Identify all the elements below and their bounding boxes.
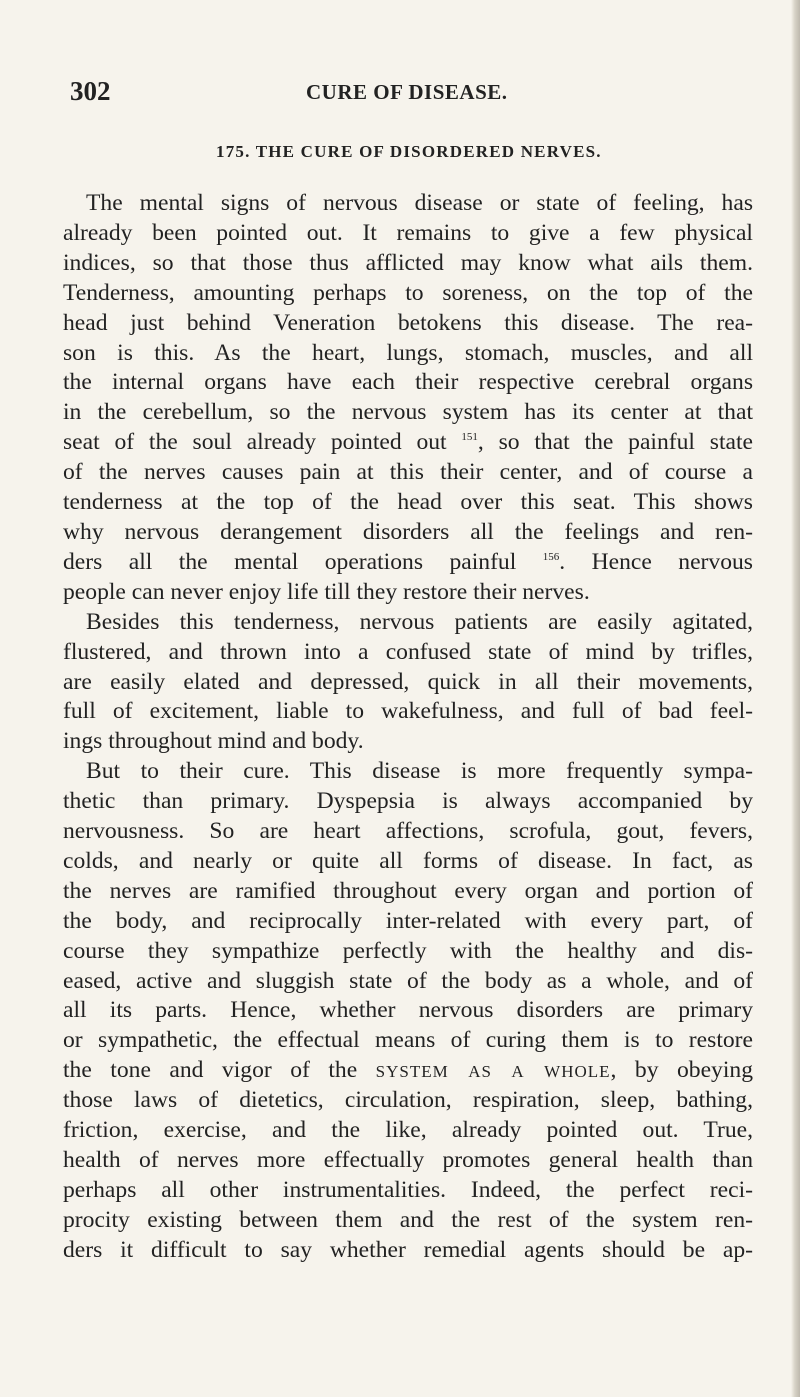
line-text: are easily elated and depressed, quick in all their movements, bbox=[63, 668, 753, 695]
text-line bbox=[63, 1146, 753, 1176]
line-text: Tenderness, amounting perhaps to soreness, on the top of the bbox=[63, 279, 753, 306]
line-text: course they sympathize perfectly with the healthy and dis- bbox=[63, 937, 753, 964]
section-title: 175. THE CURE OF DISORDERED NERVES. bbox=[216, 142, 602, 161]
line-text: of the nerves causes pain at this their center, and of course a bbox=[63, 459, 753, 486]
line-text: eased, active and sluggish state of the body as a whole, and of bbox=[63, 967, 753, 994]
line-text: the tone and vigor of the bbox=[63, 1057, 376, 1084]
line-text: colds, and nearly or quite all forms of disease. In fact, as bbox=[63, 847, 753, 874]
reference-superscript: 151 bbox=[461, 431, 478, 444]
text-line bbox=[63, 668, 753, 698]
text-line bbox=[63, 697, 753, 727]
line-text: ders all the mental operations painful bbox=[63, 548, 543, 575]
running-title: CURE OF DISEASE. bbox=[306, 80, 508, 104]
line-text: But to their cure. This disease is more frequently sympa- bbox=[86, 758, 753, 785]
text-line bbox=[63, 1176, 753, 1206]
line-text: all its parts. Hence, whether nervous disorders are primary bbox=[63, 997, 753, 1024]
line-text: son is this. As the heart, lungs, stomach, muscles, and all bbox=[63, 339, 753, 366]
page-edge bbox=[791, 0, 800, 1397]
text-line bbox=[63, 1086, 753, 1116]
line-text: perhaps all other instrumentalities. Indeed, the perfect reci- bbox=[63, 1176, 753, 1203]
line-text: full of excitement, liable to wakefulness, and full of bad feel- bbox=[63, 698, 753, 725]
line-text: indices, so that those thus afflicted may know what ails them. bbox=[63, 249, 753, 276]
text-line bbox=[63, 398, 753, 428]
line-text: The mental signs of nervous disease or state of feeling, has bbox=[86, 190, 753, 216]
line-text: ings throughout mind and body. bbox=[63, 728, 364, 755]
line-text: in the cerebellum, so the nervous system has its center at that bbox=[63, 399, 753, 426]
text-line bbox=[63, 518, 753, 548]
text-line bbox=[63, 937, 753, 967]
page-number: 302 bbox=[70, 76, 111, 106]
text-line bbox=[63, 817, 753, 847]
text-line bbox=[63, 907, 753, 937]
line-text: . Hence nervous bbox=[559, 548, 753, 575]
text-line bbox=[63, 578, 753, 608]
text-line bbox=[63, 368, 753, 398]
line-text: , so that the painful state bbox=[477, 429, 754, 456]
line-text: friction, exercise, and the like, already pointed out. True, bbox=[63, 1117, 753, 1144]
text-line bbox=[63, 1206, 753, 1236]
text-line bbox=[63, 757, 753, 787]
text-line bbox=[63, 1236, 753, 1266]
text-line bbox=[63, 189, 753, 219]
line-text: thetic than primary. Dyspepsia is always accompanied by bbox=[63, 788, 753, 815]
line-text: already been pointed out. It remains to give a few physical bbox=[63, 219, 753, 246]
text-line bbox=[63, 996, 753, 1026]
line-text: procity existing between them and the rest of the system ren- bbox=[63, 1206, 753, 1233]
text-line bbox=[63, 1026, 753, 1056]
reference-superscript: 156 bbox=[542, 550, 560, 563]
text-line bbox=[63, 548, 753, 578]
text-line bbox=[63, 847, 753, 877]
text-line bbox=[63, 967, 753, 997]
line-text: or sympathetic, the effectual means of curing them is to restore bbox=[63, 1027, 753, 1054]
line-text: why nervous derangement disorders all the feelings and ren- bbox=[63, 518, 753, 545]
text-line bbox=[63, 279, 753, 309]
line-text: those laws of dietetics, circulation, respiration, sleep, bathing, bbox=[63, 1087, 753, 1114]
page-header bbox=[70, 76, 730, 106]
text-line bbox=[63, 428, 753, 458]
line-text: the internal organs have each their respective cerebral organs bbox=[63, 369, 753, 396]
line-text: seat of the soul already pointed out bbox=[63, 429, 462, 456]
text-line bbox=[63, 638, 753, 668]
text-line bbox=[63, 488, 753, 518]
line-text: flustered, and thrown into a confused state of mind by trifles, bbox=[63, 638, 753, 665]
body-text bbox=[63, 189, 753, 1266]
line-text: the body, and reciprocally inter-related with every part, of bbox=[63, 907, 753, 934]
text-line bbox=[63, 249, 753, 279]
line-text: ders it difficult to say whether remedial agents should be ap- bbox=[63, 1236, 753, 1263]
line-text: , by obeying bbox=[610, 1057, 753, 1084]
text-line bbox=[63, 877, 753, 907]
text-line bbox=[63, 1056, 753, 1086]
text-line bbox=[63, 219, 753, 249]
text-line bbox=[63, 1116, 753, 1146]
text-line bbox=[63, 458, 753, 488]
line-text: head just behind Veneration betokens this disease. The rea- bbox=[63, 309, 753, 336]
line-text: tenderness at the top of the head over this seat. This shows bbox=[63, 489, 753, 516]
text-line bbox=[63, 339, 753, 369]
text-line bbox=[63, 787, 753, 817]
line-text: nervousness. So are heart affections, scrofula, gout, fevers, bbox=[63, 818, 753, 845]
text-line bbox=[63, 608, 753, 638]
line-text: health of nerves more effectually promotes general health than bbox=[63, 1147, 753, 1173]
line-text: the nerves are ramified throughout every organ and portion of bbox=[63, 877, 753, 904]
line-text: Besides this tenderness, nervous patients are easily agitated, bbox=[86, 608, 753, 635]
small-caps-phrase: system as a whole bbox=[375, 1057, 611, 1084]
text-line bbox=[63, 309, 753, 339]
text-line bbox=[63, 727, 753, 757]
line-text: people can never enjoy life till they restore their nerves. bbox=[63, 578, 590, 605]
